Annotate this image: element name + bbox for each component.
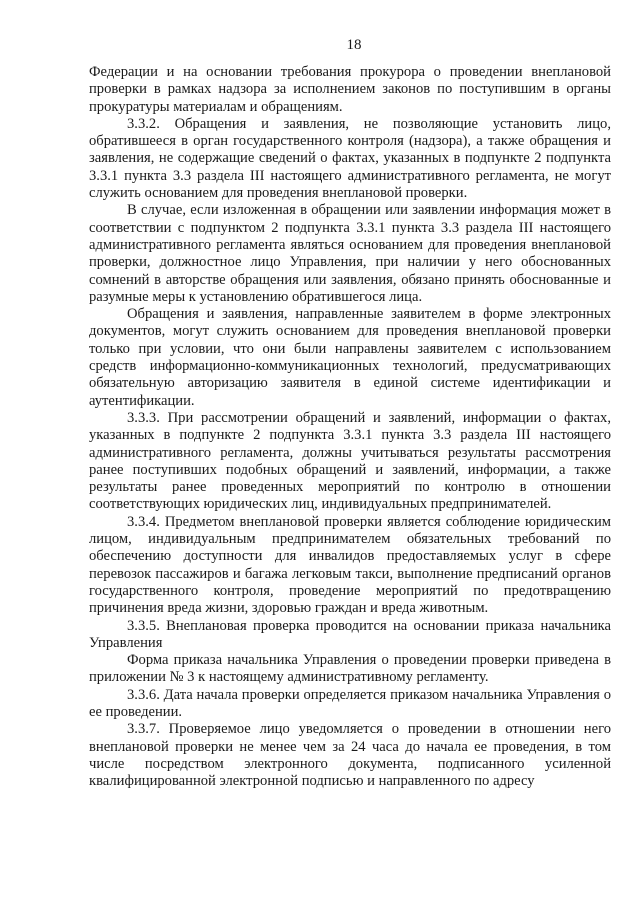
- paragraph: 3.3.2. Обращения и заявления, не позволяющие установить лицо, обратившееся в орган государственного контроля (надзора), а также обращения и заявления, не содержащие сведений о фактах, указанных в подпункте 2 подпункта 3.3.1 пункта 3.3 раздела III настоящего административного регламента, не могут служить основанием для проведения внеплановой проверки.: [89, 115, 611, 202]
- paragraph: Федерации и на основании требования прокурора о проведении внеплановой проверки в рамках надзора за исполнением законов по поступившим в органы прокуратуры материалам и обращениям.: [89, 64, 611, 115]
- paragraph: 3.3.5. Внеплановая проверка проводится на основании приказа начальника Управления: [89, 617, 611, 651]
- paragraph: Форма приказа начальника Управления о проведении проверки приведена в приложении № 3 к настоящему административному регламенту.: [89, 652, 611, 686]
- paragraph: 3.3.3. При рассмотрении обращений и заявлений, информации о фактах, указанных в подпункте 2 подпункта 3.3.1 пункта 3.3 раздела III настоящего административного регламента, должны учитываться результаты рассмотрения ранее поступивших подобных обращений и заявлений, информации, а также результаты ранее проведенных мероприятий по контролю в отношении соответствующих юридических лиц, индивидуальных предпринимателей.: [89, 409, 611, 513]
- paragraph: В случае, если изложенная в обращении или заявлении информация может в соответствии с подпунктом 2 подпункта 3.3.1 пункта 3.3 раздела III настоящего административного регламента являться основанием для проведения внеплановой проверки, должностное лицо Управления, при наличии у него обоснованных сомнений в авторстве обращения или заявления, обязано принять обоснованные и разумные меры к установлению обратившегося лица.: [89, 202, 611, 305]
- document-body: [89, 64, 611, 790]
- paragraph: 3.3.7. Проверяемое лицо уведомляется о проведении в отношении него внеплановой проверки не менее чем за 24 часа до начала ее проведения, в том числе посредством электронного документа, подписанного усиленной квалифицированной электронной подписью и направленного по адресу: [89, 721, 611, 790]
- paragraph: 3.3.4. Предметом внеплановой проверки является соблюдение юридическим лицом, индивидуальным предпринимателем обязательных требований по обеспечению доступности для инвалидов предоставляемых услуг в сфере перевозок пассажиров и багажа легковым такси, выполнение предписаний органов государственного контроля, проведение мероприятий по предотвращению причинения вреда жизни, здоровью граждан и вреда животным.: [89, 513, 611, 617]
- paragraph: 3.3.6. Дата начала проверки определяется приказом начальника Управления о ее проведении.: [89, 686, 611, 720]
- page-number: 18: [346, 37, 362, 53]
- paragraph: Обращения и заявления, направленные заявителем в форме электронных документов, могут служить основанием для проведения внеплановой проверки только при условии, что они были направлены заявителем с использованием средств информационно-коммуникационных технологий, предусматривающих обязательную авторизацию заявителя в единой системе идентификации и аутентификации.: [89, 306, 611, 409]
